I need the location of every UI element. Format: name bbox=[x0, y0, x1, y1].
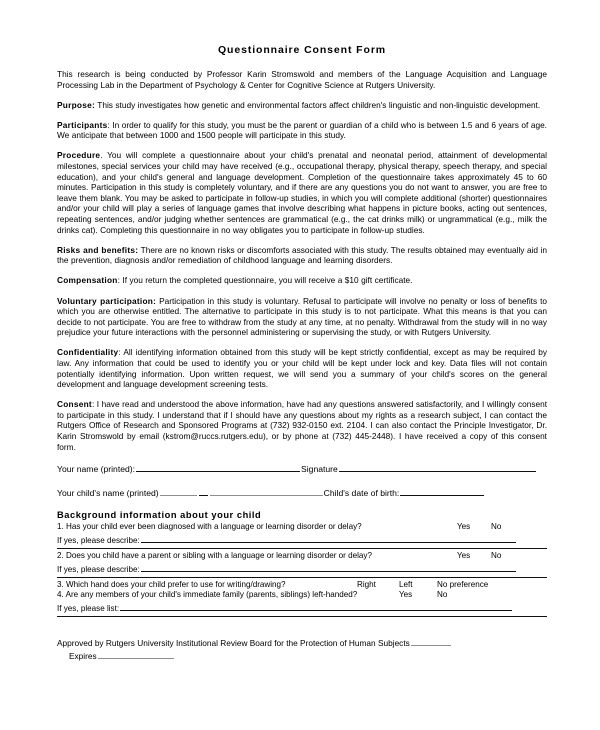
your-name-label: Your name (printed): bbox=[57, 464, 136, 475]
question-2-followup-input[interactable] bbox=[141, 562, 516, 572]
section-risks-benefits bbox=[57, 245, 547, 266]
approval-number-input[interactable] bbox=[411, 636, 451, 646]
approval-text: Approved by Rutgers University Institutional Review Board for the Protection of Human Subjects bbox=[57, 637, 410, 648]
question-1-option-no[interactable]: No bbox=[491, 522, 502, 532]
question-2-followup bbox=[57, 562, 547, 576]
page-title: Questionnaire Consent Form bbox=[217, 44, 387, 56]
section-voluntary-participation bbox=[57, 296, 547, 338]
question-4-text: Are any members of your child's immediate family (parents, siblings) left-handed? bbox=[65, 590, 358, 600]
your-name-input[interactable] bbox=[136, 462, 300, 472]
question-1-text: Has your child ever been diagnosed with a language or learning disorder or delay? bbox=[66, 522, 362, 532]
section-consent-body: : I have read and understood the above information, have had any questions answered satisfactorily, and I willingly consent to participate in this study. I understand that if I should have any questions about my rights as a research subject, I can contact the Rutgers Office of Research and Sponsored Programs at (732) 932-0150 ext. 2104. I can also contact the Principle Investigator, Dr. Karin Stromswold by email (kstrom@ruccs.rutgers.edu), or by phone at (732) 445-2448). I have received a copy of this consent form. bbox=[57, 399, 547, 452]
section-consent-lead: Consent bbox=[57, 399, 92, 410]
child-name-label: Your child's name (printed) bbox=[57, 488, 159, 499]
approval-footer bbox=[57, 636, 547, 662]
question-2-option-yes[interactable]: Yes bbox=[457, 550, 471, 560]
child-name-input-a[interactable] bbox=[160, 486, 197, 496]
question-4-option-no[interactable]: No bbox=[437, 590, 448, 600]
section-consent bbox=[57, 399, 547, 452]
section-confidentiality-body: : All identifying information obtained from this study will be kept strictly confidential, except as may be required by law. Any information that could be used to identify you or your child will be kept under lock and key. Data files will not contain potentially identifying information. Upon written request, we will send you a summary of your child's scores on the general development and language development screening tests. bbox=[57, 347, 547, 390]
question-2-number: 2. bbox=[57, 550, 64, 560]
question-4-option-yes[interactable]: Yes bbox=[399, 590, 413, 600]
question-4-followup bbox=[57, 601, 547, 615]
signature-block bbox=[57, 462, 547, 499]
question-1-followup-label: If yes, please describe: bbox=[57, 535, 140, 545]
section-purpose bbox=[57, 100, 547, 111]
background-questions bbox=[57, 522, 547, 617]
expires-date-input[interactable] bbox=[98, 649, 174, 659]
question-3-number: 3. bbox=[57, 579, 64, 589]
divider-after-question-2 bbox=[57, 577, 547, 578]
section-procedure-lead: Procedure bbox=[57, 150, 101, 161]
child-name-input-c[interactable] bbox=[210, 486, 323, 496]
question-1 bbox=[57, 522, 547, 533]
section-participants-body: : In order to qualify for this study, you must be the parent or guardian of a child who is between 1.5 and 6 years of age. We anticipate that between 1000 and 1500 people will participate in this study. bbox=[57, 119, 547, 141]
question-4-followup-input[interactable] bbox=[120, 601, 512, 611]
signature-row-name bbox=[57, 462, 547, 475]
section-participants bbox=[57, 120, 547, 141]
divider-after-question-4 bbox=[57, 616, 547, 617]
background-section-heading: Background information about your child bbox=[57, 510, 262, 521]
section-risks-benefits-lead: Risks and benefits: bbox=[57, 244, 139, 255]
child-dob-input[interactable] bbox=[400, 486, 484, 496]
question-3-text: Which hand does your child prefer to use for writing/drawing? bbox=[66, 579, 286, 589]
approval-line bbox=[57, 636, 547, 649]
expires-line bbox=[57, 649, 547, 662]
child-name-input-b[interactable] bbox=[199, 486, 208, 496]
section-compensation-lead: Compensation bbox=[57, 275, 118, 286]
question-3-option-no-preference[interactable]: No preference bbox=[437, 579, 489, 589]
signature-row-child bbox=[57, 486, 547, 499]
divider-after-question-1 bbox=[57, 548, 547, 549]
expires-label: Expires bbox=[69, 650, 97, 661]
question-1-number: 1. bbox=[57, 522, 64, 532]
section-procedure bbox=[57, 150, 547, 235]
question-2 bbox=[57, 551, 547, 562]
question-4-followup-label: If yes, please list: bbox=[57, 603, 120, 613]
question-1-followup bbox=[57, 533, 547, 547]
question-4-number: 4. bbox=[57, 590, 64, 600]
child-dob-label: Child's date of birth: bbox=[323, 488, 400, 499]
section-compensation-body: : If you return the completed questionnaire, you will receive a $10 gift certificate. bbox=[117, 275, 413, 286]
question-1-followup-input[interactable] bbox=[141, 533, 516, 543]
question-1-option-yes[interactable]: Yes bbox=[457, 522, 471, 532]
section-compensation bbox=[57, 275, 547, 286]
section-purpose-lead: Purpose: bbox=[57, 99, 95, 110]
signature-label: Signature bbox=[301, 464, 338, 475]
section-voluntary-participation-lead: Voluntary participation: bbox=[57, 295, 157, 306]
section-procedure-body: . You will complete a questionnaire about your child's prenatal and neonatal period, attainment of developmental milestones, special services your child may have received (e.g., occupational therapy, physical therapy, speech therapy, and special education), and your child's general and language development. Completion of the questionnaire takes approximately 45 to 60 minutes. Participation in this study is completely voluntary, and if there are any questions you do not want to answer, you are free to leave them blank. You may be asked to participate in follow-up studies, in which you will complete additional (shorter) questionnaires and/or your child will play a series of language games that involve describing what happens in picture books, acting out sentences, repeating sentences, and/or judging whether sentences are grammatical (e.g., the cat drinks milk) or ungrammatical (e.g., milk the drinks cat). Completing this questionnaire in no way obligates you to participate in follow-up studies. bbox=[57, 150, 547, 235]
question-3-option-right[interactable]: Right bbox=[357, 579, 376, 589]
question-2-followup-label: If yes, please describe: bbox=[57, 564, 140, 574]
section-risks-benefits-body: There are no known risks or discomforts associated with this study. The results obtained may eventually aid in the prevention, diagnosis and/or remediation of childhood language and learning disorders. bbox=[57, 244, 548, 266]
question-3-option-left[interactable]: Left bbox=[399, 579, 413, 589]
question-3 bbox=[57, 580, 547, 591]
signature-input[interactable] bbox=[339, 462, 536, 472]
section-voluntary-participation-body: Participation in this study is voluntary. Refusal to participate will involve no penalty or loss of benefits to which you are otherwise entitled. The alternative to participate in this study is to not participate. What this means is that you can decide to not participate. You are free to withdraw from the study at any time, at no penalty. Withdrawal from the study will in no way prejudice your future interactions with the personnel administering or supervising the study, or with Rutgers University. bbox=[57, 295, 547, 338]
intro-paragraph: This research is being conducted by Professor Karin Stromswold and members of the Language Acquisition and Language Processing Lab in the Department of Psychology & Center for Cognitive Science at Rutgers University. bbox=[57, 69, 547, 90]
section-confidentiality-lead: Confidentiality bbox=[57, 347, 119, 358]
section-confidentiality bbox=[57, 347, 547, 389]
question-4 bbox=[57, 590, 547, 601]
question-2-text: Does you child have a parent or sibling with a language or learning disorder or delay? bbox=[66, 550, 372, 560]
section-purpose-body: This study investigates how genetic and environmental factors affect children's linguistic and non-linguistic development. bbox=[94, 99, 541, 110]
section-participants-lead: Participants bbox=[57, 119, 108, 130]
question-2-option-no[interactable]: No bbox=[491, 550, 502, 560]
